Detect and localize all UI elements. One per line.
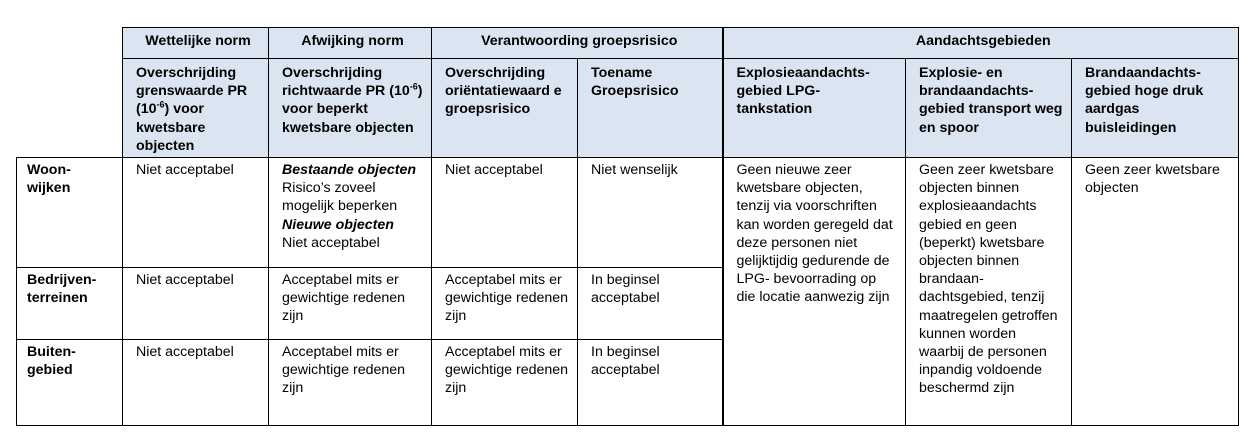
group-header-row: [17, 28, 1239, 59]
row-label-buitengebied: Buiten- gebied: [17, 340, 123, 426]
subheader-grenswaarde-post: ) voor kwetsbare objecten: [136, 101, 206, 154]
subheader-richtwaarde-post: ) voor beperkt kwetsbare objecten: [282, 83, 423, 136]
header-wettelijke-norm: Wettelijke norm: [123, 28, 269, 59]
subheader-toename: Toename Groepsrisico: [578, 59, 723, 158]
cell-merged-brand-aardgas: Geen zeer kwetsbare objecten: [1072, 158, 1239, 426]
subheader-grenswaarde-exp: -6: [156, 99, 165, 110]
subheader-grenswaarde: [123, 59, 269, 158]
row-label-bedrijventerreinen: Bedrijven- terreinen: [17, 268, 123, 340]
cell-bedrijven-orientatie: Acceptabel mits er gewichtige redenen zijn: [432, 268, 578, 340]
subheader-richtwaarde-pre: Overschrijding richtwaarde PR (10: [282, 65, 410, 100]
text-risicos-beperken: Risico’s zoveel mogelijk beperken: [282, 180, 398, 215]
table-row-woonwijken: [17, 158, 1239, 268]
cell-bedrijven-wettelijk: Niet acceptabel: [123, 268, 269, 340]
label-nieuwe-objecten: Nieuwe objecten: [282, 216, 394, 233]
cell-woon-wettelijk: Niet acceptabel: [123, 158, 269, 268]
label-bestaande-objecten: Bestaande objecten: [282, 162, 417, 179]
empty-corner-2: [17, 59, 123, 158]
empty-corner: [17, 28, 123, 59]
header-verantwoording-groepsrisico: Verantwoording groepsrisico: [432, 28, 723, 59]
cell-woon-orientatie: Niet acceptabel: [432, 158, 578, 268]
cell-woon-afwijking: [269, 158, 432, 268]
subheader-explosie-brand: Explosie- en brandaandachts- gebied transport weg en spoor: [906, 59, 1072, 158]
text-niet-acceptabel: Niet acceptabel: [282, 234, 380, 251]
cell-merged-explosie-lpg: Geen nieuwe zeer kwetsbare objecten, tenzij via voorschriften kan worden geregeld dat deze personen niet gelijktijdig gedurende de LPG- bevoorrading op die locatie aanwezig zijn: [723, 158, 906, 426]
cell-bedrijven-toename: In beginsel acceptabel: [578, 268, 723, 340]
subheader-brand-aardgas: Brandaandachts- gebied hoge druk aardgas buisleidingen: [1072, 59, 1239, 158]
cell-bedrijven-afwijking: Acceptabel mits er gewichtige redenen zijn: [269, 268, 432, 340]
norm-table: [16, 27, 1239, 426]
subheader-richtwaarde: [269, 59, 432, 158]
cell-buiten-toename: In beginsel acceptabel: [578, 340, 723, 426]
table-wrapper: [16, 27, 1239, 426]
cell-buiten-afwijking: Acceptabel mits er gewichtige redenen zijn: [269, 340, 432, 426]
header-aandachtsgebieden: Aandachtsgebieden: [723, 28, 1239, 59]
header-afwijking-norm: Afwijking norm: [269, 28, 432, 59]
cell-buiten-orientatie: Acceptabel mits er gewichtige redenen zijn: [432, 340, 578, 426]
subheader-orientatiewaarde: Overschrijding oriëntatiewaard e groepsrisico: [432, 59, 578, 158]
sub-header-row: [17, 59, 1239, 158]
subheader-explosie-lpg: Explosieaandachts- gebied LPG- tankstation: [723, 59, 906, 158]
row-label-woonwijken: Woon- wijken: [17, 158, 123, 268]
cell-woon-toename: Niet wenselijk: [578, 158, 723, 268]
cell-merged-explosie-brand: Geen zeer kwetsbare objecten binnen explosieaandachts gebied en geen (beperkt) kwetsbare objecten binnen brandaan- dachtsgebied, tenzij maatregelen getroffen kunnen worden waarbij de personen inpandig voldoende beschermd zijn: [906, 158, 1072, 426]
cell-buiten-wettelijk: Niet acceptabel: [123, 340, 269, 426]
subheader-richtwaarde-exp: -6: [409, 81, 418, 92]
subheader-grenswaarde-pre: Overschrijding grenswaarde PR (10: [136, 65, 248, 118]
